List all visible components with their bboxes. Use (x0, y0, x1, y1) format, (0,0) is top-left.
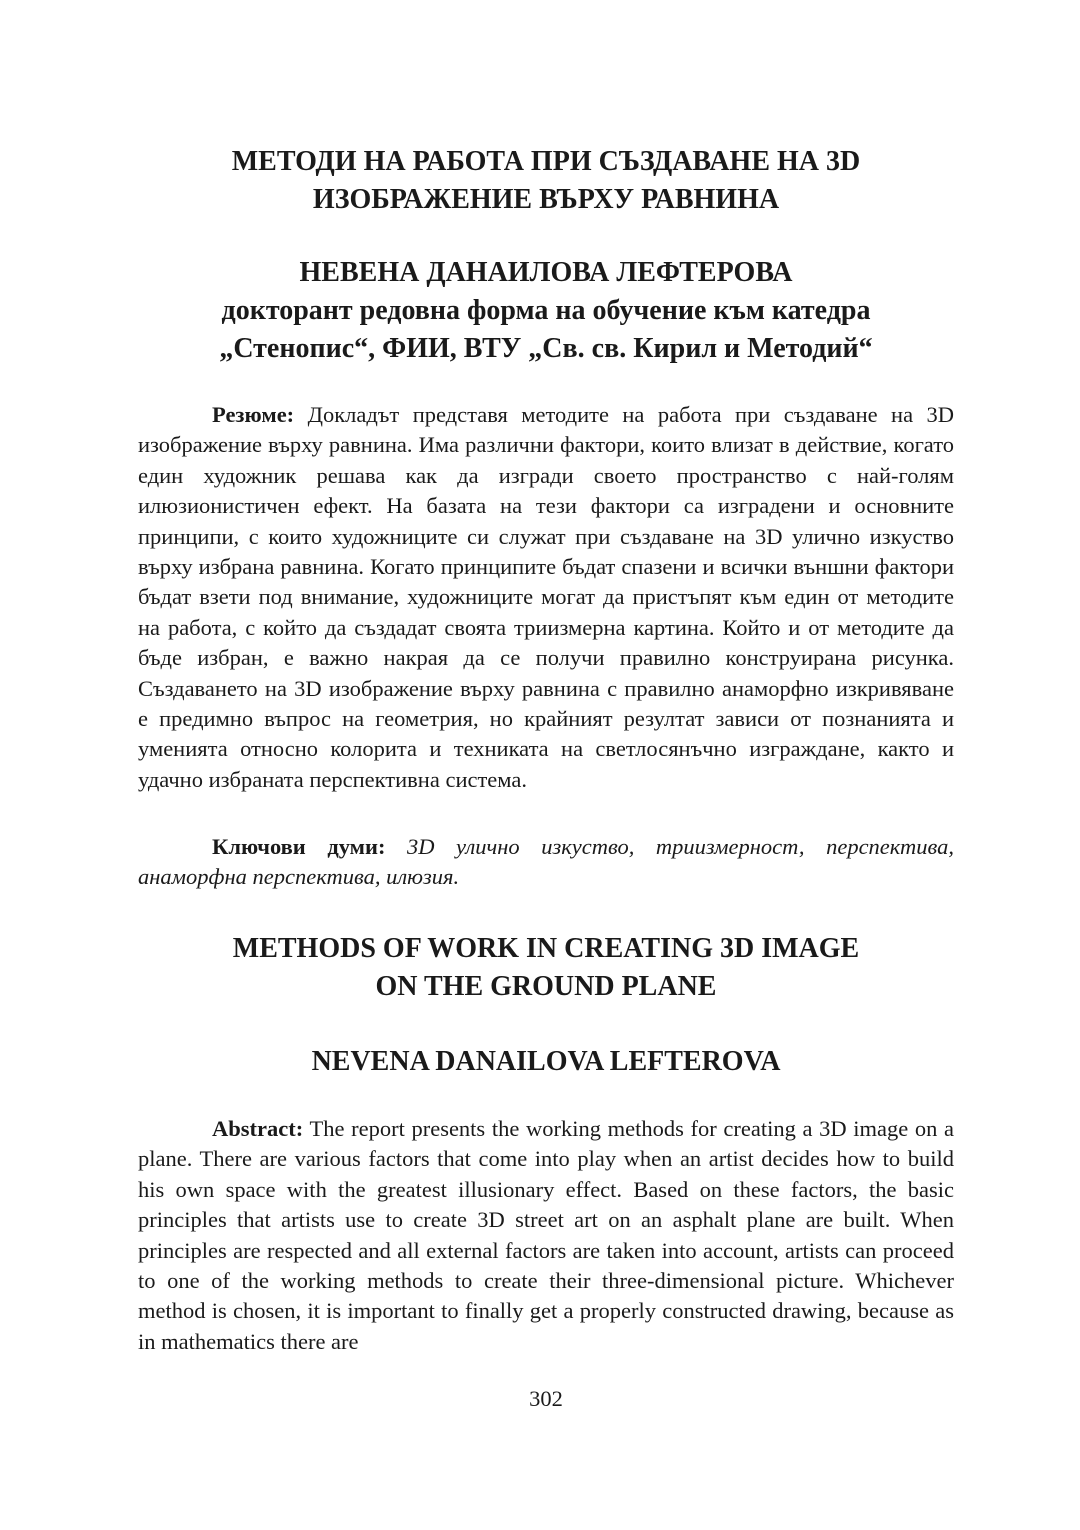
english-title-line-1: METHODS OF WORK IN CREATING 3D IMAGE (232, 933, 860, 964)
indent-spacer (138, 402, 212, 427)
bulgarian-title (138, 143, 954, 219)
bulgarian-author-affiliation-2: „Стенопис“, ФИИ, ВТУ „Св. св. Кирил и Методий“ (219, 333, 873, 364)
indent-spacer (138, 1116, 212, 1141)
english-abstract-label: Abstract: (212, 1116, 304, 1141)
indent-spacer (138, 834, 212, 859)
english-author-name: NEVENA DANAILOVA LEFTEROVA (311, 1046, 781, 1077)
bulgarian-keywords-text: 3D улично изкуство, триизмерност, перспектива, анаморфна перспектива, илюзия. (138, 834, 955, 890)
bulgarian-keywords (138, 832, 954, 893)
bulgarian-author-block (138, 254, 954, 368)
bulgarian-author-name: НЕВЕНА ДАНАИЛОВА ЛЕФТЕРОВА (299, 257, 793, 288)
bulgarian-title-line-2: ИЗОБРАЖЕНИЕ ВЪРХУ РАВНИНА (312, 184, 780, 215)
english-author (138, 1043, 954, 1081)
bulgarian-abstract-text: Докладът представя методите на работа при създаване на 3D изображение върху равнина. Има различни фактори, които влизат в действие, когато един художник решава как да изгради своето пространство с най-голям илюзионистичен ефект. На базата на тези фактори са изградени и основните принципи, с които художниците си служат при създаване на 3D улично изкуство върху избрана равнина. Когато принципите бъдат спазени и всички външни фактори бъдат взети под внимание, художниците могат да пристъпят към един от методите на работа, с който да създадат своята триизмерна картина. Който и от методите да бъде избран, е важно накрая да се получи правилно конструирана рисунка. Създаването на 3D изображение върху равнина с правилно анаморфно изкривяване е предимно въпрос на геометрия, но крайният резултат зависи от познанията и уменията относно колорита и техниката на светлосянъчно изграждане, както и удачно избраната перспективна система. (138, 402, 954, 792)
page-number: 302 (529, 1386, 563, 1411)
english-abstract (138, 1114, 954, 1357)
bulgarian-abstract-label: Резюме: (212, 402, 295, 427)
english-title (138, 930, 954, 1006)
bulgarian-keywords-label: Ключови думи: (212, 834, 386, 859)
bulgarian-title-line-1: МЕТОДИ НА РАБОТА ПРИ СЪЗДАВАНЕ НА 3D (231, 146, 861, 177)
bulgarian-author-affiliation-1: докторант редовна форма на обучение към катедра (221, 295, 871, 326)
bulgarian-abstract (138, 400, 954, 795)
document-page (138, 0, 954, 1530)
english-title-line-2: ON THE GROUND PLANE (375, 971, 717, 1002)
english-abstract-text: The report presents the working methods for creating a 3D image on a plane. There are various factors that come into play when an artist decides how to build his own space with the greatest illusionary effect. Based on these factors, the basic principles that artists use to create 3D street art on an asphalt plane are built. When principles are respected and all external factors are taken into account, artists can proceed to one of the working methods to create their three-dimensional picture. Whichever method is chosen, it is important to finally get a properly constructed drawing, because as in mathematics there are (138, 1116, 954, 1354)
